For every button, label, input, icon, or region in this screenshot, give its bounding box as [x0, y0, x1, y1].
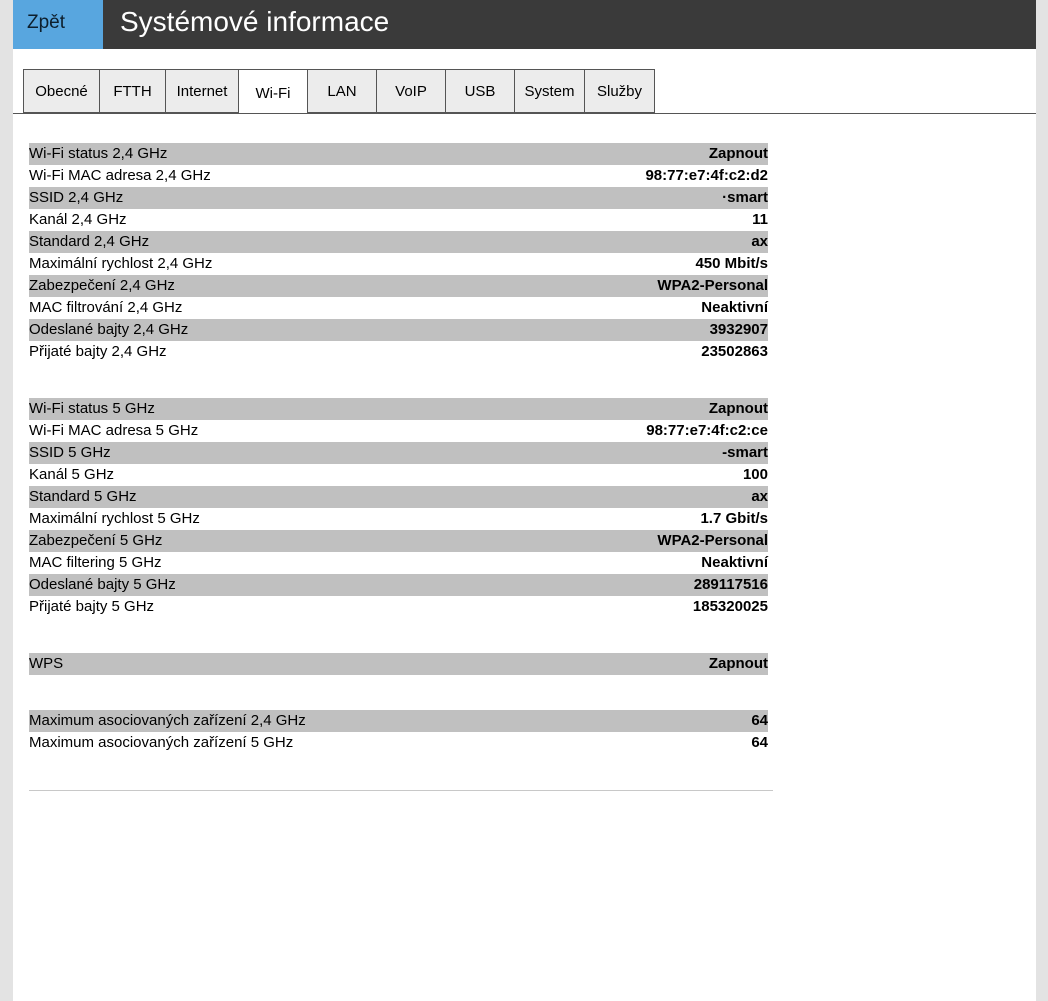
table-row	[29, 398, 768, 420]
row-value: ax	[751, 233, 768, 250]
row-label: Wi-Fi status 5 GHz	[29, 400, 155, 417]
row-value: Zapnout	[708, 655, 768, 672]
table-row	[29, 574, 768, 596]
table-row	[29, 187, 768, 209]
row-label: Maximum asociovaných zařízení 2,4 GHz	[29, 712, 306, 729]
row-value: ·smart	[722, 189, 768, 206]
row-label: Wi-Fi status 2,4 GHz	[29, 145, 168, 162]
page-frame	[13, 0, 1036, 1001]
row-value: Zapnout	[708, 145, 768, 162]
tab-system[interactable]: System	[515, 69, 585, 113]
table-row	[29, 732, 768, 754]
tab-internet[interactable]: Internet	[166, 69, 239, 113]
row-label: Wi-Fi MAC adresa 2,4 GHz	[29, 167, 211, 184]
table-row	[29, 710, 768, 732]
table-row	[29, 297, 768, 319]
row-value: 1.7 Gbit/s	[700, 510, 768, 527]
row-label: Přijaté bajty 2,4 GHz	[29, 343, 167, 360]
header-bar	[13, 0, 1036, 49]
table-row	[29, 530, 768, 552]
row-value: WPA2-Personal	[657, 532, 768, 549]
wifi-info-panel	[29, 143, 768, 754]
row-value: 3932907	[709, 321, 768, 338]
row-value: -smart	[722, 444, 768, 461]
section-spacer	[29, 675, 768, 710]
row-value: Zapnout	[708, 400, 768, 417]
tab-bar	[23, 69, 655, 114]
row-label: Maximum asociovaných zařízení 5 GHz	[29, 734, 294, 751]
footer-divider	[29, 790, 773, 791]
tab-wifi[interactable]: Wi-Fi	[239, 69, 308, 114]
row-label: MAC filtrování 2,4 GHz	[29, 299, 183, 316]
row-label: Wi-Fi MAC adresa 5 GHz	[29, 422, 199, 439]
tabs-divider	[13, 113, 1036, 114]
table-row	[29, 442, 768, 464]
row-label: WPS	[29, 655, 64, 672]
row-label: Kanál 2,4 GHz	[29, 211, 127, 228]
section-spacer	[29, 618, 768, 653]
row-label: Standard 2,4 GHz	[29, 233, 150, 250]
row-value: 100	[742, 466, 768, 483]
table-row	[29, 420, 768, 442]
table-row	[29, 209, 768, 231]
row-value: 23502863	[701, 343, 768, 360]
row-value: 185320025	[692, 598, 768, 615]
row-label: Přijaté bajty 5 GHz	[29, 598, 155, 615]
table-row	[29, 341, 768, 363]
row-label: SSID 2,4 GHz	[29, 189, 124, 206]
row-label: Standard 5 GHz	[29, 488, 137, 505]
tab-lan[interactable]: LAN	[308, 69, 377, 113]
table-row	[29, 552, 768, 574]
row-value: Neaktivní	[701, 299, 768, 316]
wifi-5ghz-table	[29, 398, 768, 618]
row-value: Neaktivní	[701, 554, 768, 571]
row-label: SSID 5 GHz	[29, 444, 111, 461]
row-label: Kanál 5 GHz	[29, 466, 115, 483]
row-value: 450 Mbit/s	[695, 255, 768, 272]
section-spacer	[29, 363, 768, 398]
table-row	[29, 253, 768, 275]
row-label: Maximální rychlost 5 GHz	[29, 510, 200, 527]
row-value: 289117516	[693, 576, 768, 593]
tab-voip[interactable]: VoIP	[377, 69, 446, 113]
row-label: Odeslané bajty 5 GHz	[29, 576, 176, 593]
row-label: Zabezpečení 2,4 GHz	[29, 277, 175, 294]
row-label: MAC filtering 5 GHz	[29, 554, 162, 571]
row-value: 11	[752, 211, 768, 228]
row-value: 98:77:e7:4f:c2:d2	[645, 167, 768, 184]
tab-obecne[interactable]: Obecné	[23, 69, 100, 113]
max-devices-table	[29, 710, 768, 754]
tab-usb[interactable]: USB	[446, 69, 515, 113]
table-row	[29, 464, 768, 486]
row-value: 64	[751, 734, 768, 751]
row-value: WPA2-Personal	[657, 277, 768, 294]
table-row	[29, 508, 768, 530]
tab-sluzby[interactable]: Služby	[585, 69, 655, 113]
table-row	[29, 653, 768, 675]
row-value: 98:77:e7:4f:c2:ce	[646, 422, 768, 439]
table-row	[29, 231, 768, 253]
row-value: 64	[751, 712, 768, 729]
row-value: ax	[751, 488, 768, 505]
page-title: Systémové informace	[120, 6, 390, 37]
table-row	[29, 143, 768, 165]
table-row	[29, 319, 768, 341]
table-row	[29, 165, 768, 187]
wifi-24ghz-table	[29, 143, 768, 363]
row-label: Maximální rychlost 2,4 GHz	[29, 255, 213, 272]
table-row	[29, 596, 768, 618]
row-label: Zabezpečení 5 GHz	[29, 532, 163, 549]
wps-table	[29, 653, 768, 675]
table-row	[29, 486, 768, 508]
table-row	[29, 275, 768, 297]
back-button[interactable]: Zpět	[13, 0, 103, 49]
row-label: Odeslané bajty 2,4 GHz	[29, 321, 189, 338]
tab-ftth[interactable]: FTTH	[100, 69, 166, 113]
